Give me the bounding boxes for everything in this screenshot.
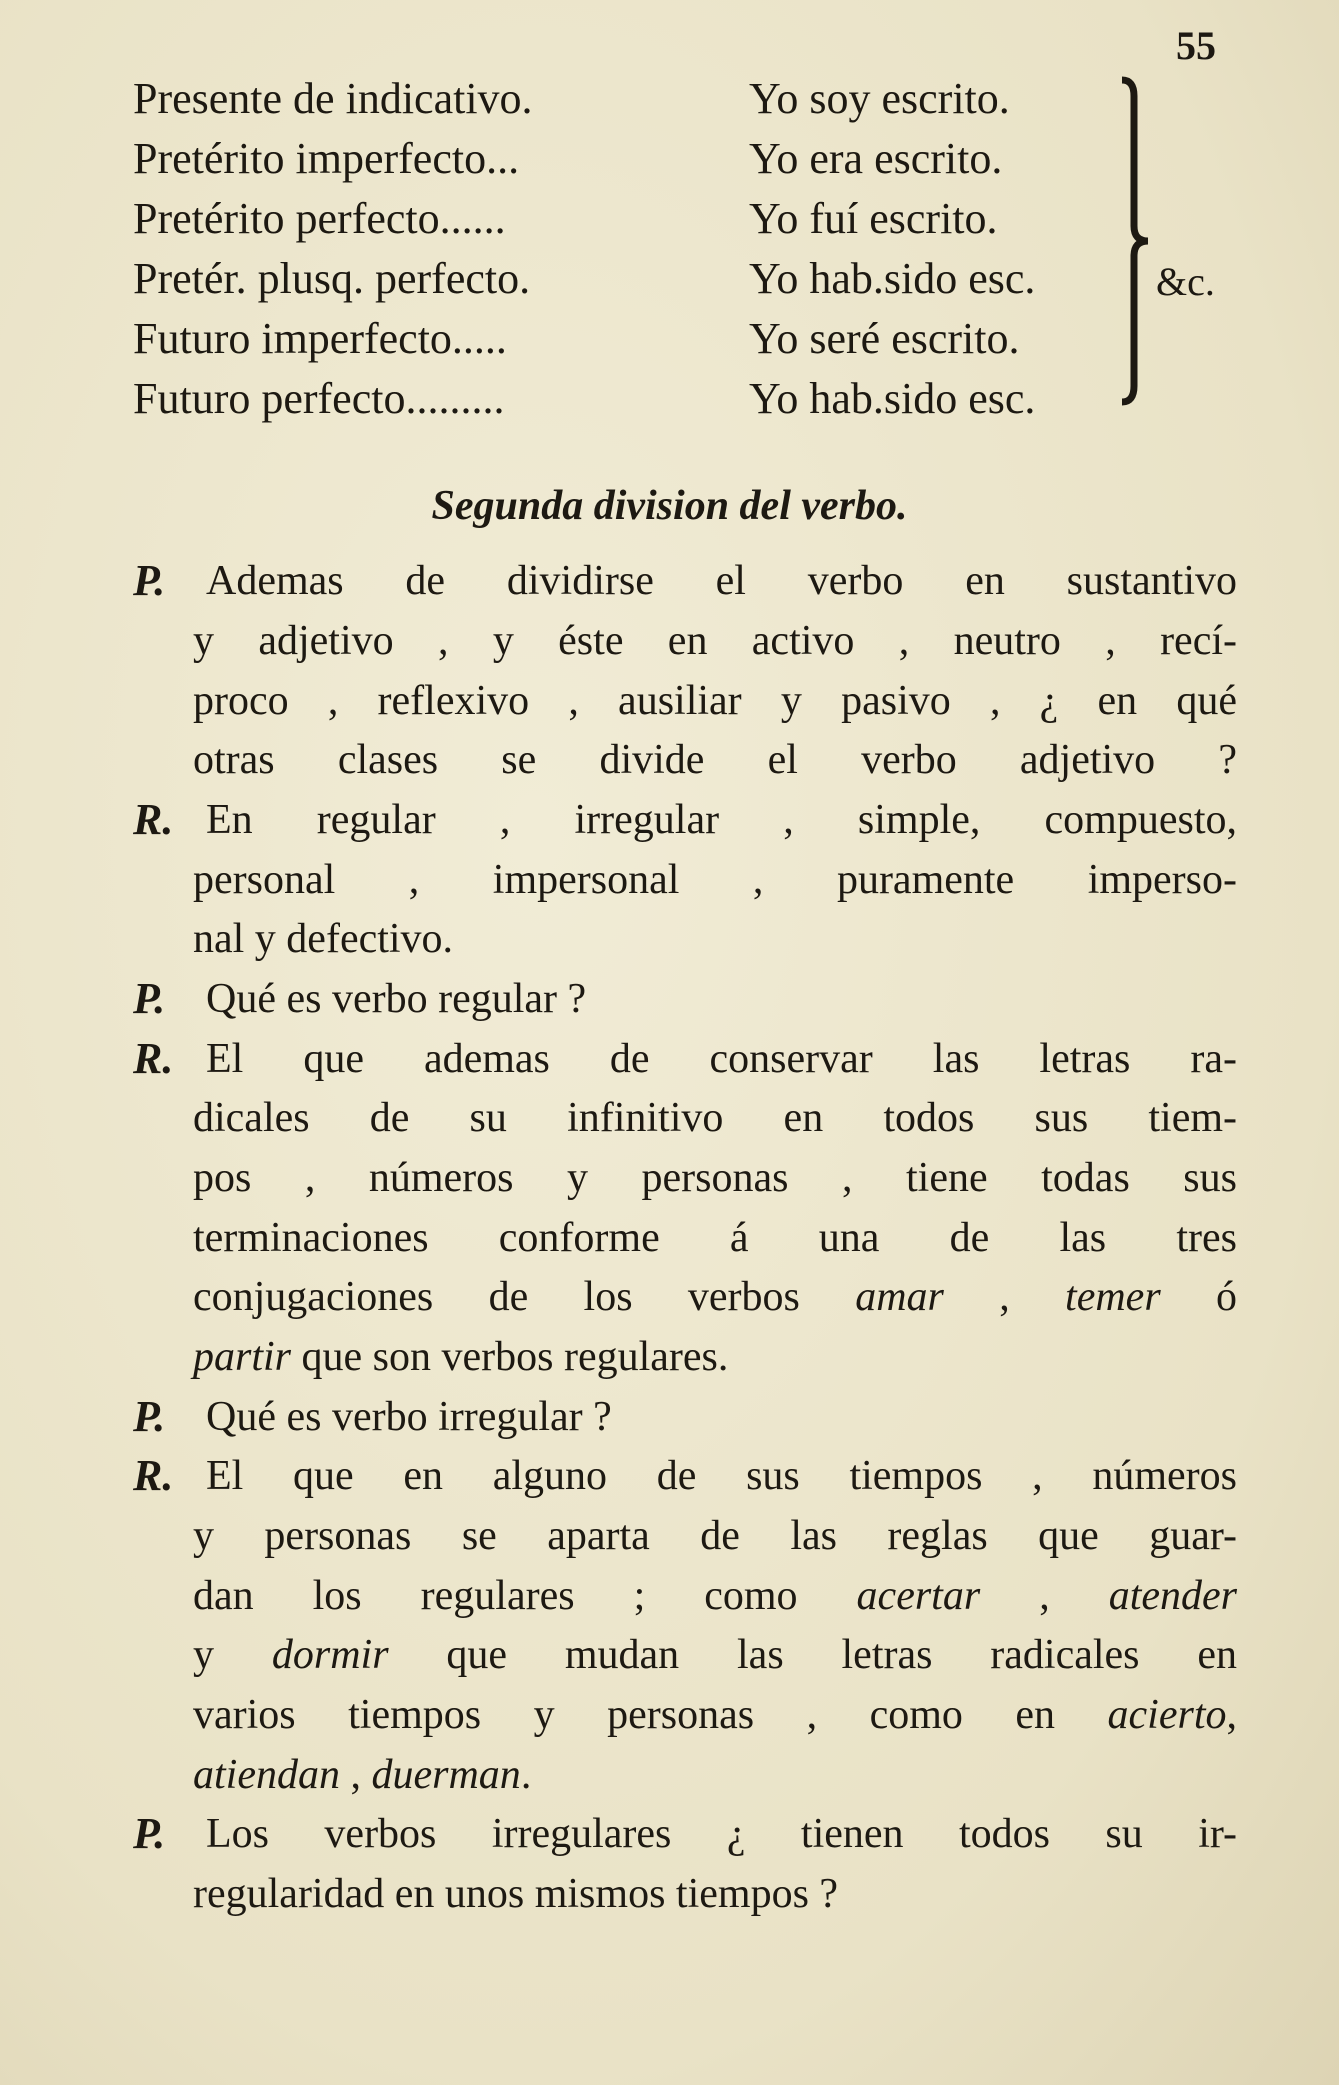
italic-word: amar xyxy=(855,1274,944,1320)
text: , xyxy=(1226,1692,1237,1738)
text-line: pos , números y personas , tiene todas sus xyxy=(193,1155,1237,1201)
form: Yo fuí escrito. xyxy=(749,194,998,243)
form: Yo era escrito. xyxy=(749,134,1003,183)
tense: Pretér. plusq. perfecto. xyxy=(133,254,531,303)
form: Yo hab.sido esc. xyxy=(749,254,1036,303)
answer-label: R. xyxy=(133,795,174,844)
text-line: otras clases se divide el verbo adjetivo ? xyxy=(193,737,1237,783)
text-line xyxy=(193,1745,1237,1805)
italic-word: atiendan xyxy=(193,1752,340,1798)
text: que son verbos regulares. xyxy=(291,1334,729,1380)
text-line: y personas se aparta de las reglas que guar- xyxy=(193,1513,1237,1559)
tense: Presente de indicativo. xyxy=(133,74,533,123)
question-label: P. xyxy=(133,1809,166,1858)
answer-label: R. xyxy=(133,1034,174,1083)
text: , xyxy=(339,1752,372,1798)
text-line: El que en alguno de sus tiempos , números xyxy=(206,1453,1237,1499)
form: Yo hab.sido esc. xyxy=(749,374,1036,423)
italic-word: acertar xyxy=(856,1573,981,1619)
text-line xyxy=(193,1267,1237,1327)
italic-word: dormir xyxy=(271,1632,389,1678)
tense: Pretérito imperfecto... xyxy=(133,134,520,183)
text: . xyxy=(520,1752,532,1798)
form: Yo seré escrito. xyxy=(749,314,1020,363)
text-line: terminaciones conforme á una de las tres xyxy=(193,1215,1237,1261)
curly-brace-icon xyxy=(1118,76,1158,406)
answer-label: R. xyxy=(133,1451,174,1500)
text-line: regularidad en unos mismos tiempos ? xyxy=(193,1871,839,1917)
tense: Pretérito perfecto...... xyxy=(133,194,506,243)
text-line: nal y defectivo. xyxy=(193,916,454,962)
text: varios tiempos y personas , como en xyxy=(193,1692,1108,1738)
section-heading: Segunda division del verbo. xyxy=(431,483,908,529)
text-line: En regular , irregular , simple, compuesto, xyxy=(206,797,1237,843)
text: , xyxy=(943,1274,1066,1320)
text-line: Los verbos irregulares ¿ tienen todos su ir- xyxy=(206,1811,1237,1857)
text-line: proco , reflexivo , ausiliar y pasivo , ¿ en qué xyxy=(193,678,1237,724)
text-line xyxy=(193,1327,1237,1387)
italic-word: temer xyxy=(1065,1274,1161,1320)
italic-word: partir xyxy=(193,1334,292,1380)
text-line: Ademas de dividirse el verbo en sustantivo xyxy=(206,558,1237,604)
page-number: 55 xyxy=(1176,23,1216,68)
text-line xyxy=(193,1685,1237,1745)
text-line xyxy=(193,1625,1237,1685)
question-label: P. xyxy=(133,974,166,1023)
tense: Futuro imperfecto..... xyxy=(133,314,507,363)
text-line: y adjetivo , y éste en activo , neutro , recí- xyxy=(193,618,1237,664)
text: ó xyxy=(1160,1274,1237,1320)
text: que mudan las letras radicales en xyxy=(388,1632,1238,1678)
text-line: dicales de su infinitivo en todos sus tiem- xyxy=(193,1095,1237,1141)
question-label: P. xyxy=(133,556,166,605)
text: y xyxy=(193,1632,272,1678)
text-line: El que ademas de conservar las letras ra- xyxy=(206,1036,1237,1082)
text: conjugaciones de los verbos xyxy=(193,1274,856,1320)
text-line: Qué es verbo regular ? xyxy=(206,976,587,1022)
italic-word: acierto xyxy=(1107,1692,1227,1738)
italic-word: atender xyxy=(1108,1573,1237,1619)
text-line: Qué es verbo irregular ? xyxy=(206,1394,612,1440)
text: , xyxy=(980,1573,1109,1619)
text-line: personal , impersonal , puramente imperso- xyxy=(193,857,1237,903)
tense: Futuro perfecto......... xyxy=(133,374,505,423)
text-line xyxy=(193,1566,1237,1626)
question-label: P. xyxy=(133,1392,166,1441)
etcetera: &c. xyxy=(1156,259,1215,304)
form: Yo soy escrito. xyxy=(749,74,1010,123)
italic-word: duerman xyxy=(371,1752,521,1798)
text: dan los regulares ; como xyxy=(193,1573,857,1619)
